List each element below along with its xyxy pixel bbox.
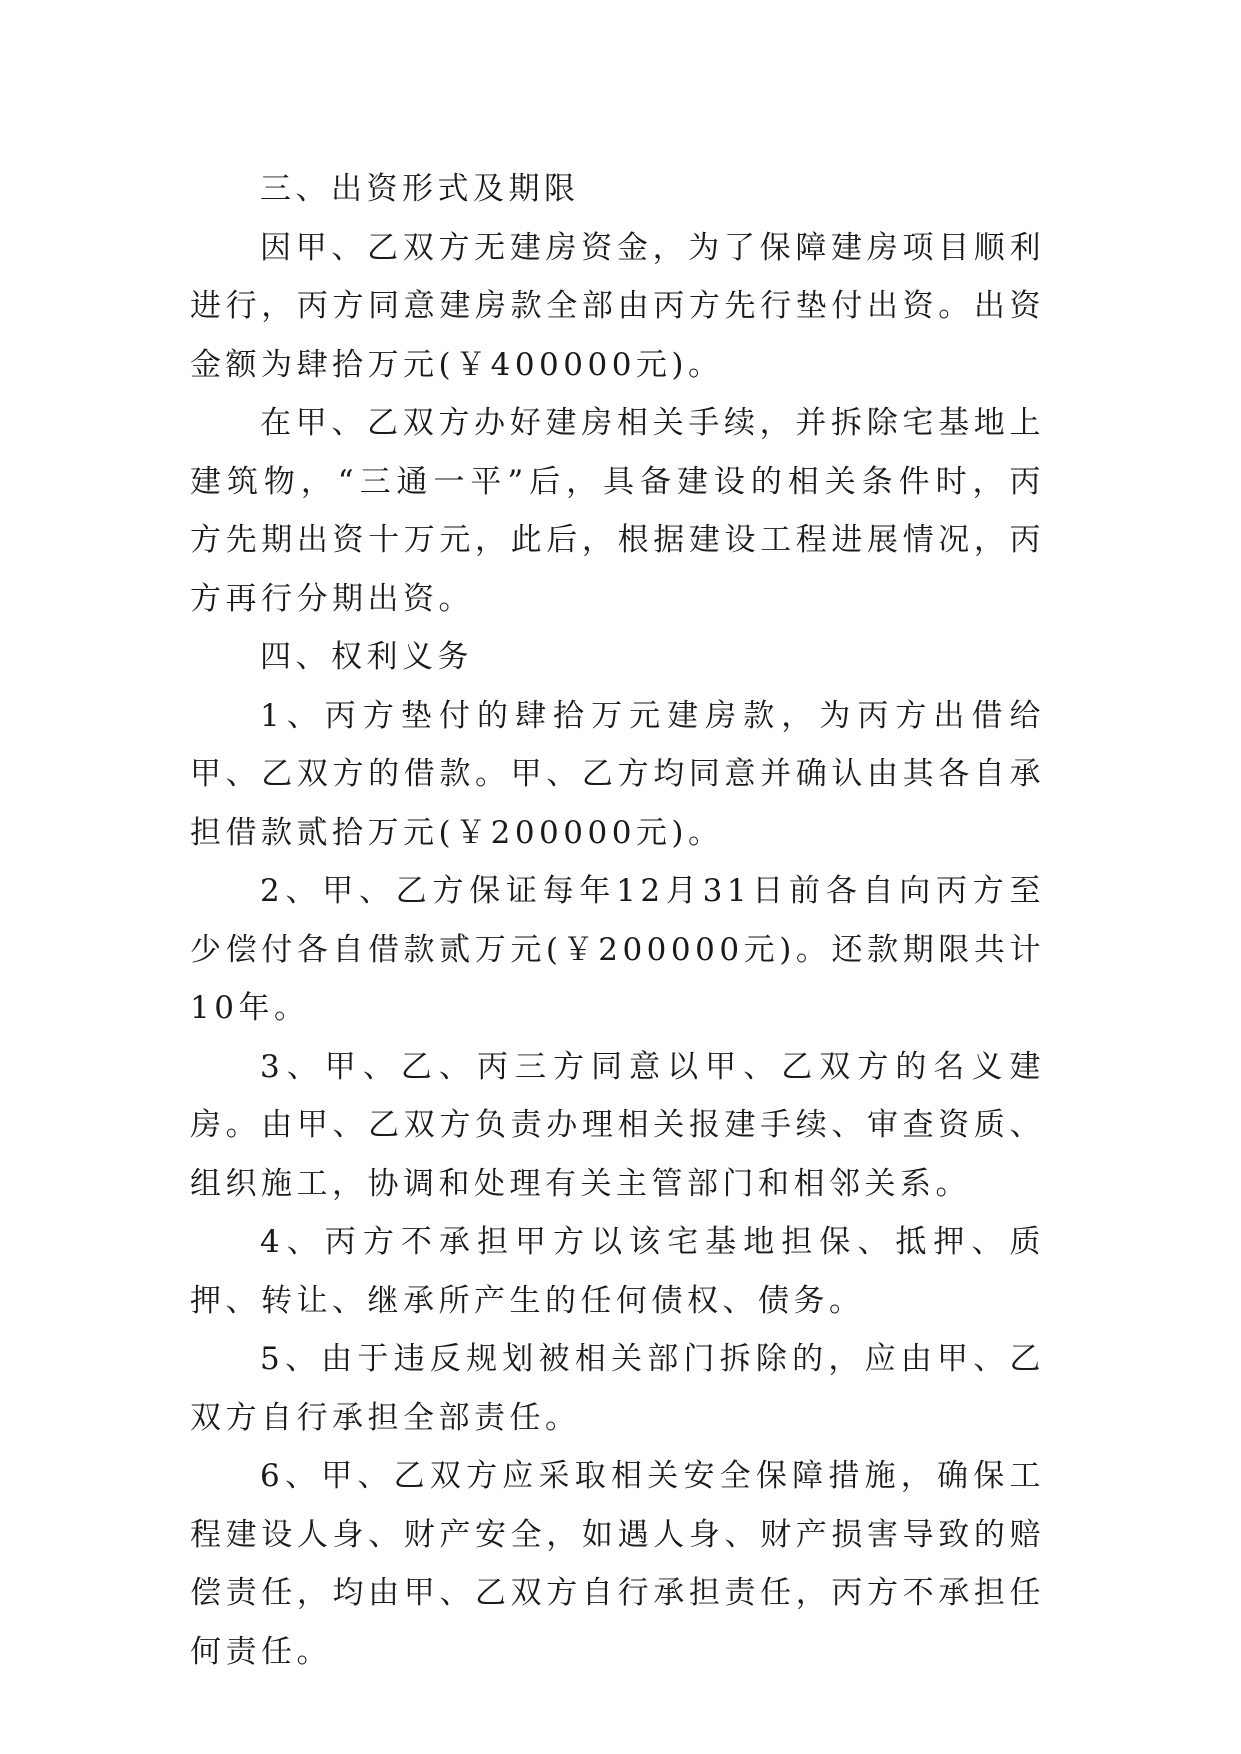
clause-6-safety-responsibility: 6、甲、乙双方应采取相关安全保障措施，确保工程建设人身、财产安全，如遇人身、财产损害导致的赔偿责任，均由甲、乙双方自行承担责任，丙方不承担任何责任。 — [190, 1458, 1045, 1670]
clause-5-demolition-responsibility: 5、由于违反规划被相关部门拆除的，应由甲、乙双方自行承担全部责任。 — [190, 1341, 1045, 1436]
clause-3-construction-name: 3、甲、乙、丙三方同意以甲、乙双方的名义建房。由甲、乙双方负责办理相关报建手续、审查资质、组织施工，协调和处理有关主管部门和相邻关系。 — [190, 1048, 1045, 1202]
clause-4-liability-exclusion: 4、丙方不承担甲方以该宅基地担保、抵押、质押、转让、继承所产生的任何债权、债务。 — [190, 1224, 1045, 1319]
clause-1-loan: 1、丙方垫付的肆拾万元建房款，为丙方出借给甲、乙双方的借款。甲、乙方均同意并确认由其各自承担借款贰拾万元(￥200000元)。 — [190, 697, 1045, 851]
document-body — [190, 160, 1045, 1681]
clause-2-repayment: 2、甲、乙方保证每年12月31日前各自向丙方至少偿付各自借款贰万元(￥200000元)。还款期限共计10年。 — [190, 873, 1045, 1026]
paragraph-installment-contribution: 在甲、乙双方办好建房相关手续，并拆除宅基地上建筑物，“三通一平”后，具备建设的相关条件时，丙方先期出资十万元，此后，根据建设工程进展情况，丙方再行分期出资。 — [190, 405, 1045, 617]
section-heading-capital-contribution: 三、出资形式及期限 — [260, 171, 580, 207]
paragraph-funding-advance: 因甲、乙双方无建房资金，为了保障建房项目顺利进行，丙方同意建房款全部由丙方先行垫付出资。出资金额为肆拾万元(￥400000元)。 — [190, 229, 1045, 383]
section-heading-rights-obligations: 四、权利义务 — [260, 639, 473, 675]
